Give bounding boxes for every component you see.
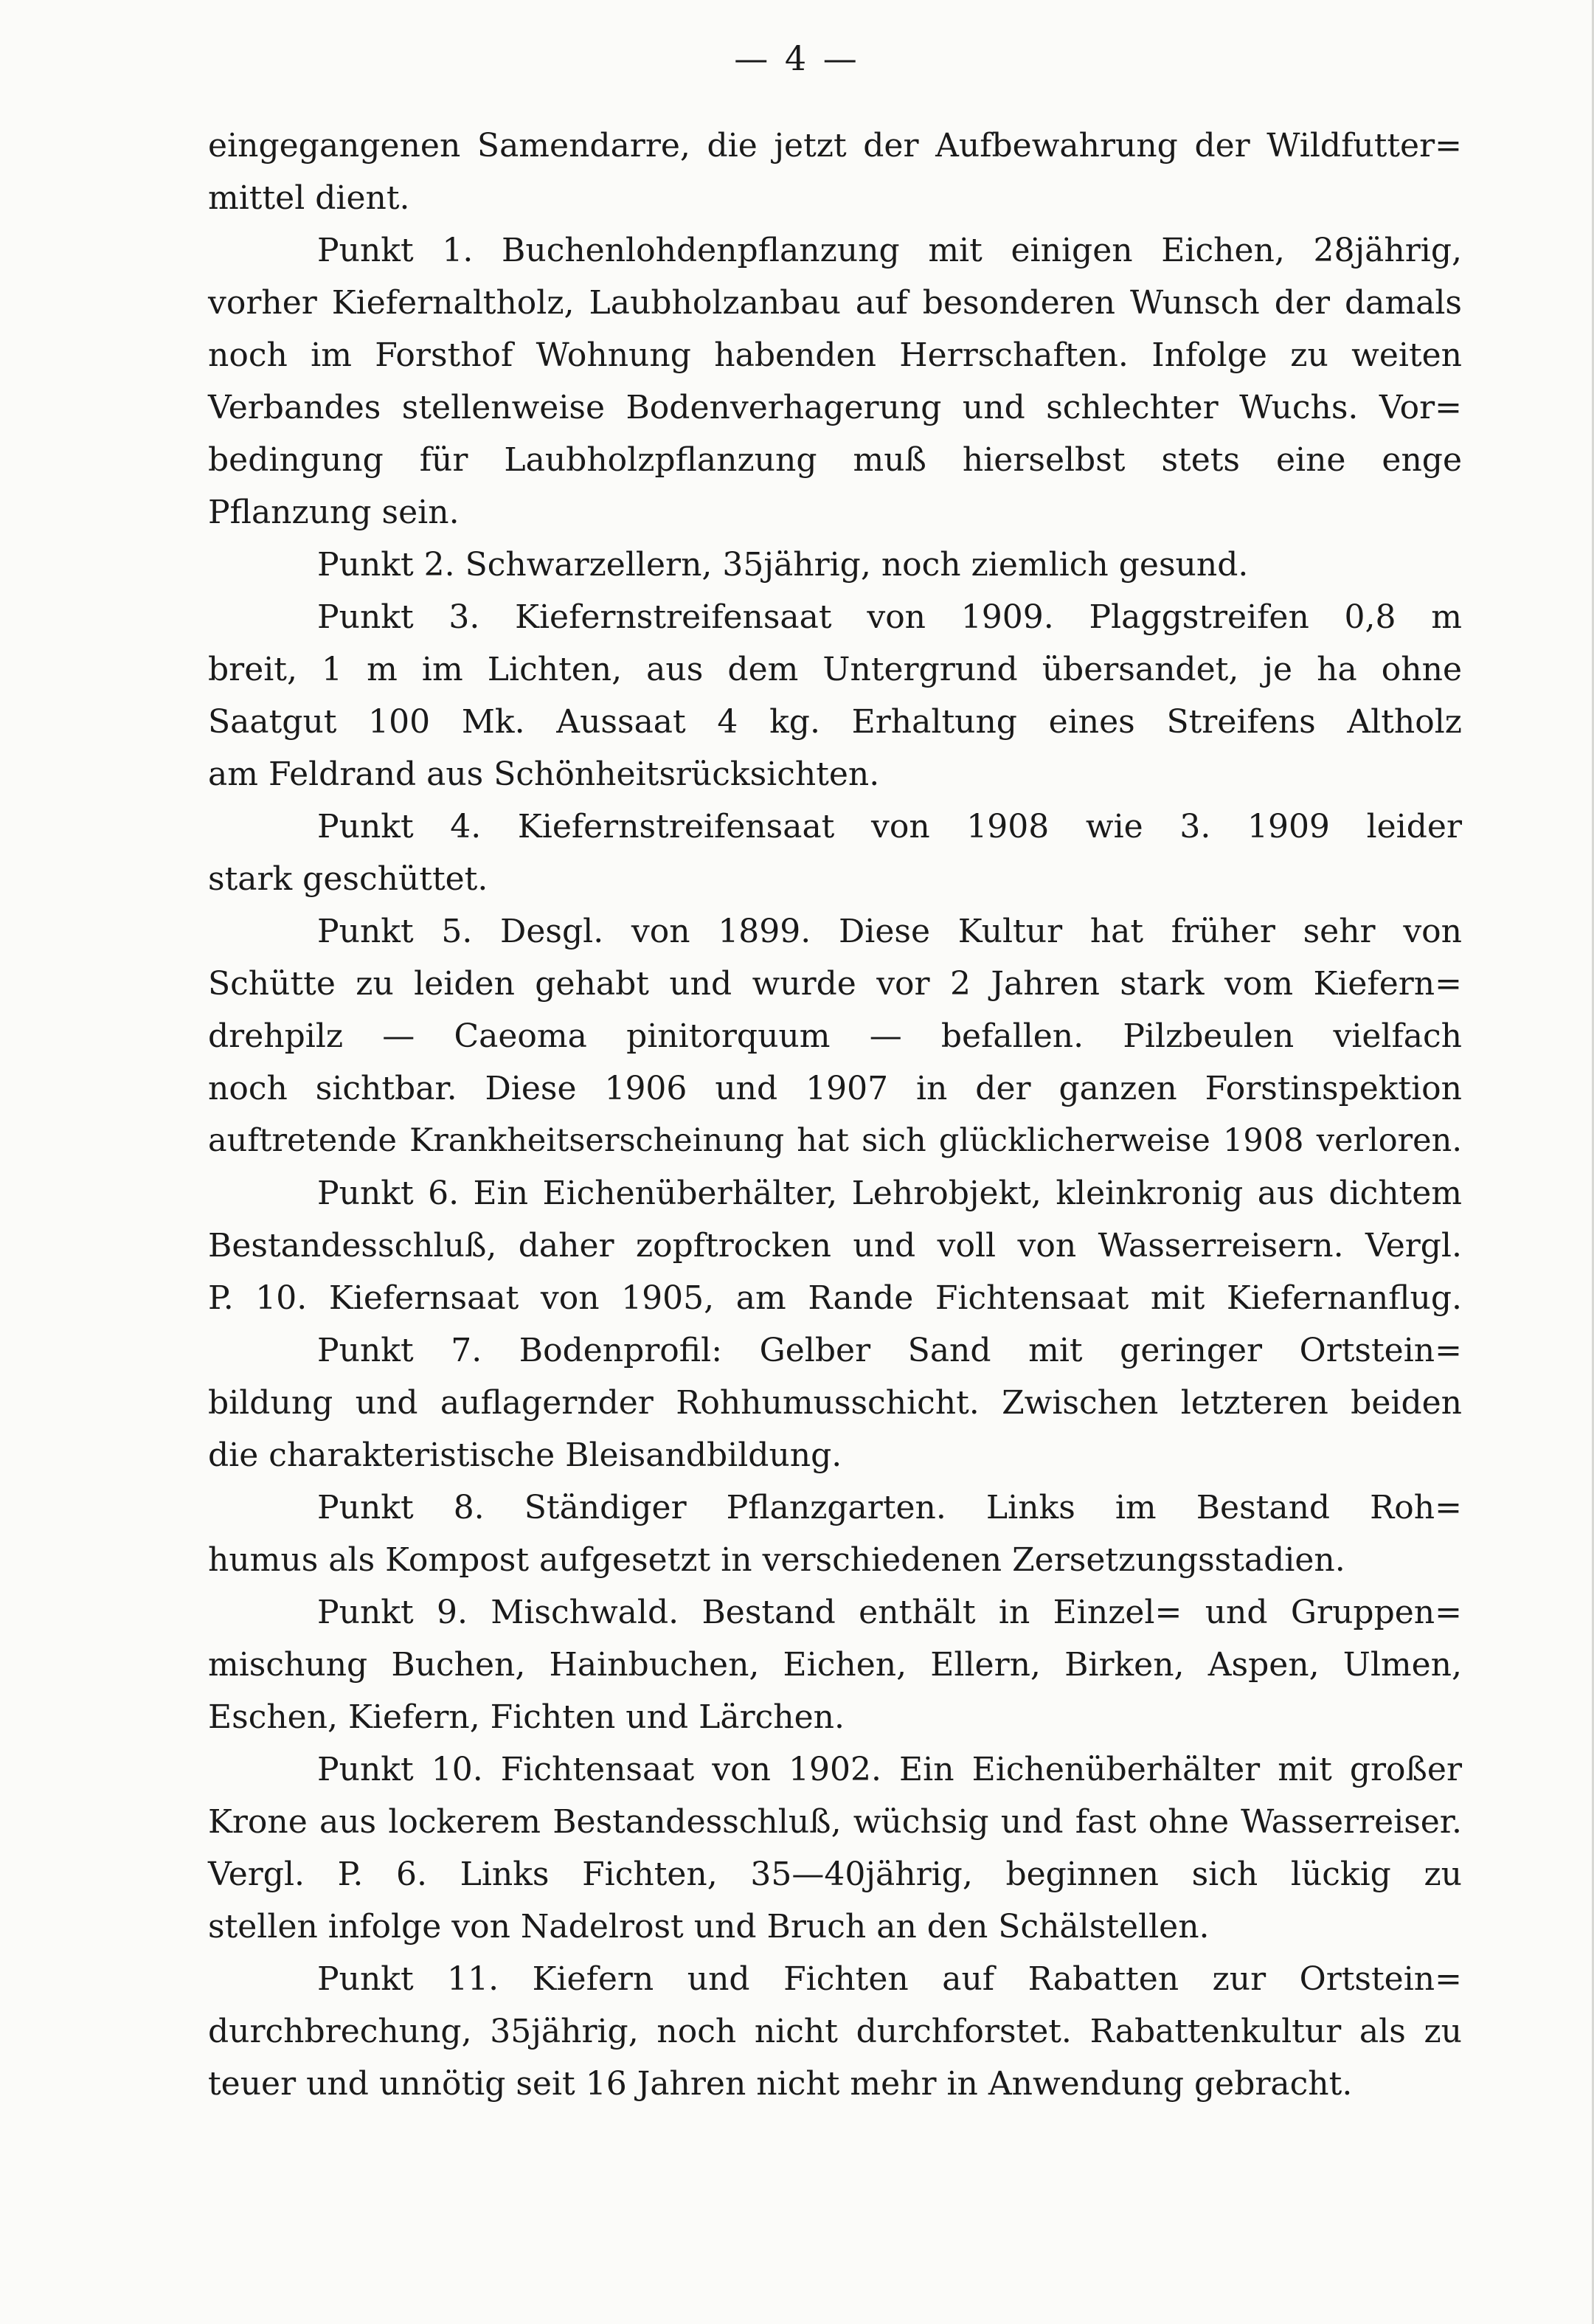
- text-line: mischung Buchen, Hainbuchen, Eichen, Ellern, Birken, Aspen, Ulmen,: [208, 1646, 1462, 1684]
- text-line: stark geschüttet.: [208, 860, 488, 898]
- text-line: Pflanzung sein.: [208, 494, 460, 531]
- text-line: Punkt 8. Ständiger Pflanzgarten. Links im Bestand Roh=: [317, 1489, 1462, 1526]
- text-line: Punkt 9. Mischwald. Bestand enthält in Einzel= und Gruppen=: [317, 1594, 1462, 1631]
- text-line: die charakteristische Bleisandbildung.: [208, 1436, 842, 1474]
- text-line: Vergl. P. 6. Links Fichten, 35—40jährig, beginnen sich lückig zu: [208, 1856, 1462, 1893]
- text-line: teuer und unnötig seit 16 Jahren nicht mehr in Anwendung gebracht.: [208, 2065, 1353, 2103]
- text-line: Saatgut 100 Mk. Aussaat 4 kg. Erhaltung eines Streifens Altholz: [208, 703, 1462, 741]
- text-line: Krone aus lockerem Bestandesschluß, wüchsig und fast ohne Wasserreiser.: [208, 1803, 1462, 1841]
- text-line: Punkt 7. Bodenprofil: Gelber Sand mit geringer Ortstein=: [317, 1332, 1462, 1369]
- text-line: humus als Kompost aufgesetzt in verschiedenen Zersetzungsstadien.: [208, 1541, 1345, 1579]
- text-line: Punkt 5. Desgl. von 1899. Diese Kultur hat früher sehr von: [317, 913, 1462, 950]
- text-line: am Feldrand aus Schönheitsrücksichten.: [208, 755, 880, 793]
- text-line: Bestandesschluß, daher zopftrocken und voll von Wasserreisern. Vergl.: [208, 1227, 1462, 1265]
- text-line: auftretende Krankheitserscheinung hat sich glücklicherweise 1908 verloren.: [208, 1122, 1462, 1159]
- text-line: durchbrechung, 35jährig, noch nicht durchforstet. Rabattenkultur als zu: [208, 2013, 1462, 2050]
- text-line: bildung und auflagernder Rohhumusschicht. Zwischen letzteren beiden: [208, 1384, 1462, 1422]
- text-line: bedingung für Laubholzpflanzung muß hierselbst stets eine enge: [208, 441, 1462, 479]
- text-line: noch im Forsthof Wohnung habenden Herrschaften. Infolge zu weiten: [208, 336, 1462, 374]
- text-line: Verbandes stellenweise Bodenverhagerung und schlechter Wuchs. Vor=: [208, 389, 1462, 426]
- text-line: Punkt 2. Schwarzellern, 35jährig, noch ziemlich gesund.: [317, 546, 1249, 584]
- text-line: breit, 1 m im Lichten, aus dem Untergrund übersandet, je ha ohne: [208, 651, 1462, 688]
- text-line: mittel dient.: [208, 179, 410, 217]
- text-line: Punkt 1. Buchenlohdenpflanzung mit einigen Eichen, 28jährig,: [317, 232, 1462, 269]
- text-line: drehpilz — Caeoma pinitorquum — befallen. Pilzbeulen vielfach: [208, 1017, 1462, 1055]
- text-line: Punkt 11. Kiefern und Fichten auf Rabatten zur Ortstein=: [317, 1960, 1462, 1998]
- text-line: P. 10. Kiefernsaat von 1905, am Rande Fichtensaat mit Kiefernanflug.: [208, 1279, 1462, 1317]
- text-line: eingegangenen Samendarre, die jetzt der Aufbewahrung der Wildfutter=: [208, 127, 1462, 165]
- text-line: stellen infolge von Nadelrost und Bruch an den Schälstellen.: [208, 1908, 1210, 1946]
- text-line: Eschen, Kiefern, Fichten und Lärchen.: [208, 1698, 845, 1736]
- text-line: Punkt 6. Ein Eichenüberhälter, Lehrobjekt, kleinkronig aus dichtem: [317, 1175, 1462, 1212]
- text-line: Punkt 4. Kiefernstreifensaat von 1908 wie 3. 1909 leider: [317, 808, 1462, 845]
- body-text: [208, 120, 1462, 2110]
- text-line: Punkt 3. Kiefernstreifensaat von 1909. Plaggstreifen 0,8 m: [317, 598, 1462, 636]
- text-line: Schütte zu leiden gehabt und wurde vor 2 Jahren stark vom Kiefern=: [208, 965, 1462, 1003]
- page-number: — 4 —: [734, 38, 860, 78]
- text-line: Punkt 10. Fichtensaat von 1902. Ein Eichenüberhälter mit großer: [317, 1751, 1462, 1788]
- text-line: noch sichtbar. Diese 1906 und 1907 in der ganzen Forstinspektion: [208, 1070, 1462, 1107]
- text-line: vorher Kiefernaltholz, Laubholzanbau auf besonderen Wunsch der damals: [208, 284, 1462, 322]
